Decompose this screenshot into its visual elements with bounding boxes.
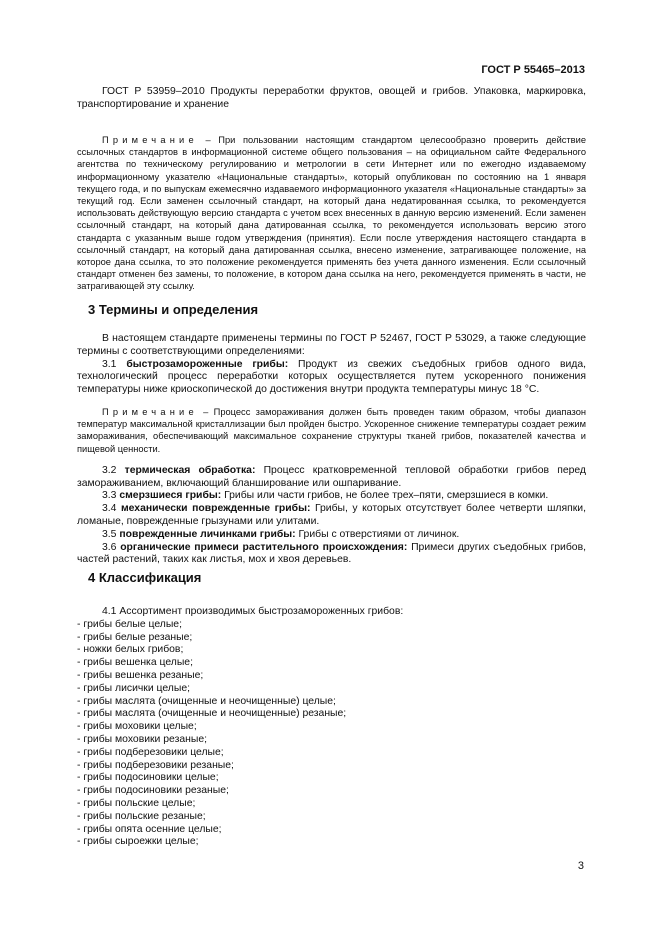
section-4-intro: 4.1 Ассортимент производимых быстрозамороженных грибов: — [102, 606, 404, 617]
list-item: - грибы лисички целые; — [77, 682, 191, 694]
note-references — [77, 134, 586, 293]
list-item: - грибы подберезовики резаные; — [77, 759, 234, 771]
list-item: - грибы опята осенние целые; — [77, 823, 222, 835]
term: быстрозамороженные грибы: — [126, 358, 289, 370]
note-freezing — [77, 406, 586, 455]
section-3-intro: В настоящем стандарте применены термины по ГОСТ Р 52467, ГОСТ Р 53029, а также следующие термины с соответствующими определениями: — [77, 333, 586, 357]
section-4-body — [77, 606, 586, 849]
note-text: – При пользовании настоящим стандартом целесообразно проверить действие ссылочных стандартов в информационной системе общего пользования – на официальном сайте Федерального агентства по техническому регулированию и метрологии в сети Интернет или по ежегодно издаваемому информационному указателю «Национальные стандарты», который опубликован по состоянию на 1 января текущего года, и по выпускам ежемесячно издаваемого информационного указателя «Национальные стандарты» за текущий год. Если заменен ссылочный стандарт, на который дана недатированная ссылка, то рекомендуется использовать действующую версию стандарта с учетом всех внесенных в данную версию изменений. Если заменен ссылочный стандарт, на который дана датированная ссылка, то рекомендуется использовать версию этого стандарта с указанным выше годом утверждения (принятия). Если после утверждения настоящего стандарта в ссылочный стандарт, на который дана датированная ссылка, внесено изменение, затрагивающее положение, на которое дана ссылка, то это положение рекомендуется применять без учета данного изменения. Если ссылочный стандарт отменен без замены, то положение, в котором дана ссылка на него, рекомендуется применять в части, не затрагивающей эту ссылку. — [77, 135, 586, 292]
list-item: - грибы моховики целые; — [77, 721, 197, 733]
definition-item: 3.5 поврежденные личинками грибы: Грибы с отверстиями от личинок. — [102, 528, 460, 540]
note-text: – Процесс замораживания должен быть проведен таким образом, чтобы диапазон температур максимальной кристаллизации был пройден быстро. Ускоренное снижение температуры создает режим замораживания, обеспечивающий максимальное сохранение структуры тканей грибов, показателей качества и пищевой ценности. — [77, 406, 586, 454]
list-item: - грибы польские целые; — [77, 797, 196, 809]
section-4-title: 4 Классификация — [88, 570, 202, 585]
note-label: Примечание — [102, 135, 198, 145]
document-header: ГОСТ Р 55465–2013 — [481, 64, 585, 76]
assortment-list — [77, 619, 586, 849]
list-item: - ножки белых грибов; — [77, 644, 184, 656]
list-item: - грибы белые резаные; — [77, 631, 193, 643]
list-item: - грибы вешенка резаные; — [77, 669, 204, 681]
definition-3-1: 3.1 быстрозамороженные грибы: Продукт из свежих съедобных грибов одного вида, технологический процесс переработки которых осуществляется путем ускоренного понижения температуры ниже криоскопической до достижения внутри продукта температуры минус 18 °С. — [77, 358, 586, 396]
reference-paragraph — [77, 86, 586, 112]
list-item: - грибы маслята (очищенные и неочищенные) резаные; — [77, 708, 347, 720]
section-3-body — [77, 333, 586, 567]
definitions-list — [77, 465, 586, 567]
list-item: - грибы белые целые; — [77, 618, 182, 630]
list-item: - грибы маслята (очищенные и неочищенные) целые; — [77, 695, 336, 707]
list-item: - грибы вешенка целые; — [77, 657, 193, 669]
list-item: - грибы подосиновики резаные; — [77, 785, 229, 797]
page-number: 3 — [577, 860, 584, 872]
note-label: Примечание — [102, 406, 198, 417]
definition-item: 3.2 термическая обработка: Процесс кратковременной тепловой обработки грибов перед замораживанием, включающий бланширование или ошпаривание. — [77, 464, 586, 489]
list-item: - грибы подосиновики целые; — [77, 772, 219, 784]
list-item: - грибы подберезовики целые; — [77, 746, 224, 758]
list-item: - грибы моховики резаные; — [77, 733, 207, 745]
list-item: - грибы польские резаные; — [77, 810, 206, 822]
definition-item: 3.6 органические примеси растительного происхождения: Примеси других съедобных грибов, частей растений, таких как листья, мох и хвоя деревьев. — [77, 541, 586, 566]
section-3-title: 3 Термины и определения — [88, 302, 259, 317]
reference-text: ГОСТ Р 53959–2010 Продукты переработки фруктов, овощей и грибов. Упаковка, маркировка, транспортирование и хранение — [77, 86, 586, 110]
definition-item: 3.3 смерзшиеся грибы: Грибы или части грибов, не более трех–пяти, смерзшиеся в комки. — [102, 490, 549, 502]
list-item: - грибы сыроежки целые; — [77, 836, 199, 848]
definition-item: 3.4 механически поврежденные грибы: Грибы, у которых отсутствует более четверти шляпки, ломаные, поврежденные грызунами или улитами. — [77, 503, 586, 527]
